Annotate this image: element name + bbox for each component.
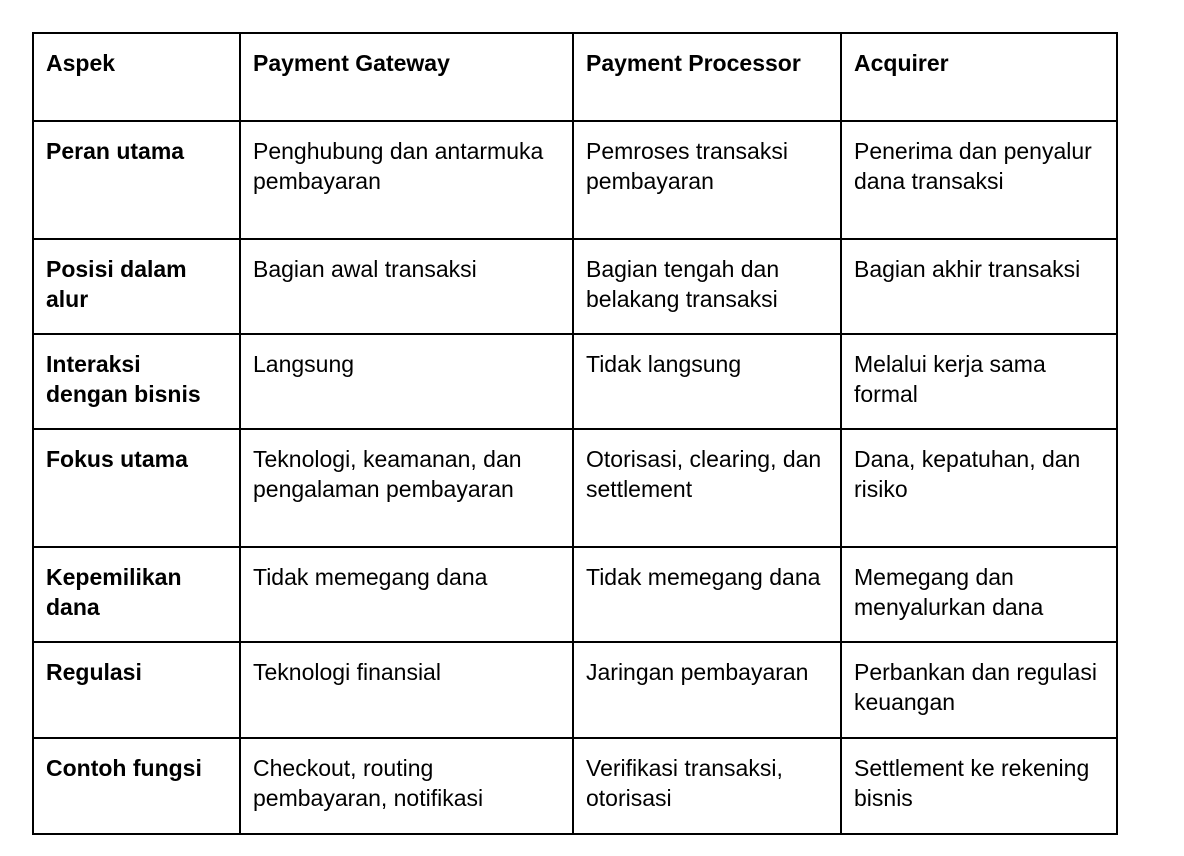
processor-cell: Jaringan pembayaran bbox=[573, 642, 841, 738]
gateway-cell: Tidak memegang dana bbox=[240, 547, 573, 642]
processor-cell: Bagian tengah dan belakang transaksi bbox=[573, 239, 841, 334]
header-cell-acquirer: Acquirer bbox=[841, 33, 1117, 121]
gateway-cell: Checkout, routing pembayaran, notifikasi bbox=[240, 738, 573, 834]
acquirer-cell: Perbankan dan regulasi keuangan bbox=[841, 642, 1117, 738]
table-row bbox=[33, 429, 1117, 547]
processor-cell: Verifikasi transaksi, otorisasi bbox=[573, 738, 841, 834]
processor-cell: Pemroses transaksi pembayaran bbox=[573, 121, 841, 239]
row-label-cell: Fokus utama bbox=[33, 429, 240, 547]
row-label-cell: Interaksi dengan bisnis bbox=[33, 334, 240, 429]
acquirer-cell: Settlement ke rekening bisnis bbox=[841, 738, 1117, 834]
gateway-cell: Bagian awal transaksi bbox=[240, 239, 573, 334]
gateway-cell: Teknologi, keamanan, dan pengalaman pembayaran bbox=[240, 429, 573, 547]
gateway-cell: Teknologi finansial bbox=[240, 642, 573, 738]
acquirer-cell: Melalui kerja sama formal bbox=[841, 334, 1117, 429]
acquirer-cell: Bagian akhir transaksi bbox=[841, 239, 1117, 334]
processor-cell: Otorisasi, clearing, dan settlement bbox=[573, 429, 841, 547]
comparison-table-container bbox=[32, 32, 1118, 835]
row-label-cell: Posisi dalam alur bbox=[33, 239, 240, 334]
table-row bbox=[33, 121, 1117, 239]
table-header-row bbox=[33, 33, 1117, 121]
table-row bbox=[33, 738, 1117, 834]
comparison-table bbox=[32, 32, 1118, 835]
acquirer-cell: Memegang dan menyalurkan dana bbox=[841, 547, 1117, 642]
gateway-cell: Langsung bbox=[240, 334, 573, 429]
header-cell-payment-processor: Payment Processor bbox=[573, 33, 841, 121]
table-row bbox=[33, 239, 1117, 334]
table-row bbox=[33, 642, 1117, 738]
row-label-cell: Kepemilikan dana bbox=[33, 547, 240, 642]
processor-cell: Tidak memegang dana bbox=[573, 547, 841, 642]
header-cell-payment-gateway: Payment Gateway bbox=[240, 33, 573, 121]
acquirer-cell: Dana, kepatuhan, dan risiko bbox=[841, 429, 1117, 547]
table-row bbox=[33, 547, 1117, 642]
header-cell-aspect: Aspek bbox=[33, 33, 240, 121]
processor-cell: Tidak langsung bbox=[573, 334, 841, 429]
gateway-cell: Penghubung dan antarmuka pembayaran bbox=[240, 121, 573, 239]
row-label-cell: Peran utama bbox=[33, 121, 240, 239]
row-label-cell: Regulasi bbox=[33, 642, 240, 738]
table-row bbox=[33, 334, 1117, 429]
acquirer-cell: Penerima dan penyalur dana transaksi bbox=[841, 121, 1117, 239]
row-label-cell: Contoh fungsi bbox=[33, 738, 240, 834]
